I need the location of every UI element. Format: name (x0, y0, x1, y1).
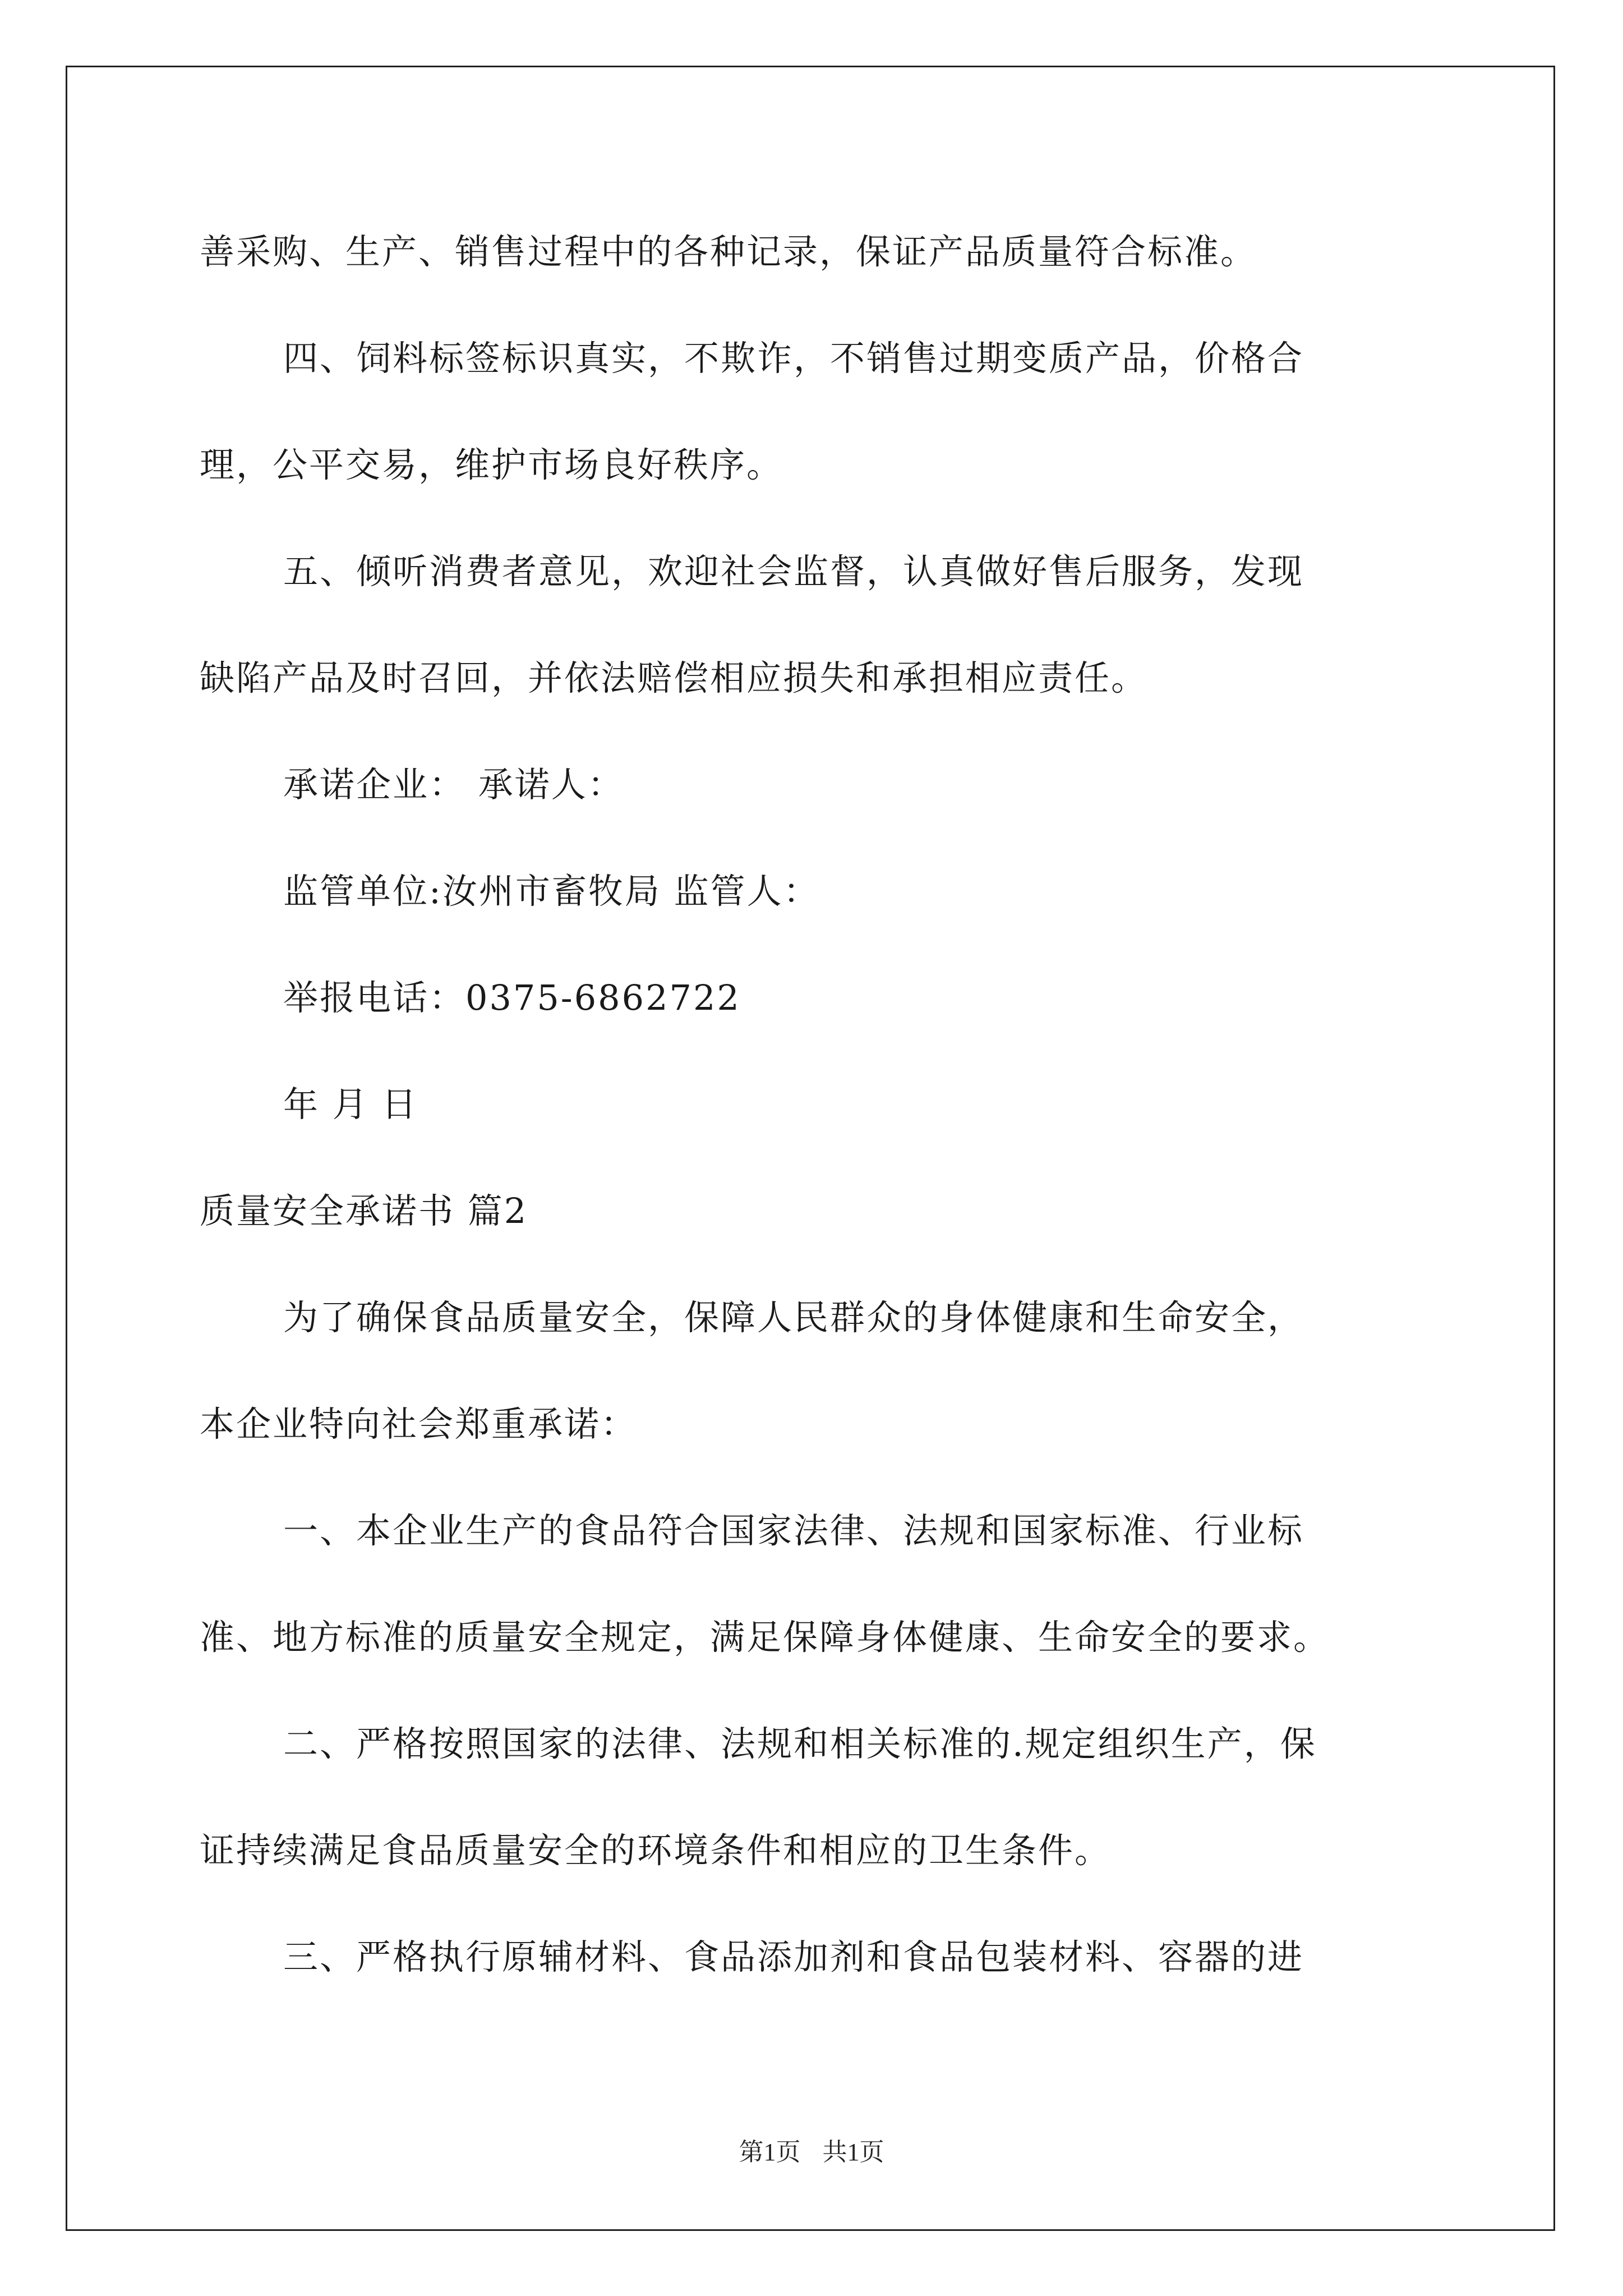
paragraph-5-line-2: 缺陷产品及时召回，并依法赔偿相应损失和承担相应责任。 (200, 657, 1148, 698)
intro-line-2: 本企业特向社会郑重承诺： (200, 1404, 638, 1444)
page-border (66, 66, 1555, 2231)
page-footer (0, 2132, 1623, 2168)
page-number-total: 共1页 (822, 2138, 884, 2166)
text-line: 善采购、生产、销售过程中的各种记录，保证产品质量符合标准。 (200, 231, 1257, 272)
item-3-line-1: 三、严格执行原辅材料、食品添加剂和食品包装材料、容器的进 (283, 1936, 1304, 1977)
item-2-line-1: 二、严格按照国家的法律、法规和相关标准的.规定组织生产，保 (283, 1723, 1317, 1764)
pledge-enterprise-line: 承诺企业： 承诺人： (283, 764, 624, 805)
item-1-line-1: 一、本企业生产的食品符合国家法律、法规和国家标准、行业标 (283, 1510, 1304, 1551)
supervisor-line: 监管单位:汝州市畜牧局 监管人： (283, 871, 820, 912)
page-number-current: 第1页 (739, 2138, 801, 2166)
paragraph-5-line-1: 五、倾听消费者意见，欢迎社会监督，认真做好售后服务，发现 (283, 551, 1304, 592)
date-line: 年 月 日 (283, 1084, 418, 1125)
section-title: 质量安全承诺书 篇2 (200, 1190, 528, 1231)
intro-line-1: 为了确保食品质量安全，保障人民群众的身体健康和生命安全， (283, 1297, 1304, 1338)
paragraph-4-line-2: 理，公平交易，维护市场良好秩序。 (200, 444, 783, 485)
paragraph-4-line-1: 四、饲料标签标识真实，不欺诈，不销售过期变质产品，价格合 (283, 338, 1304, 379)
report-phone-line: 举报电话：0375-6862722 (283, 977, 741, 1018)
item-2-line-2: 证持续满足食品质量安全的环境条件和相应的卫生条件。 (200, 1830, 1112, 1871)
item-1-line-2: 准、地方标准的质量安全规定，满足保障身体健康、生命安全的要求。 (200, 1617, 1330, 1658)
